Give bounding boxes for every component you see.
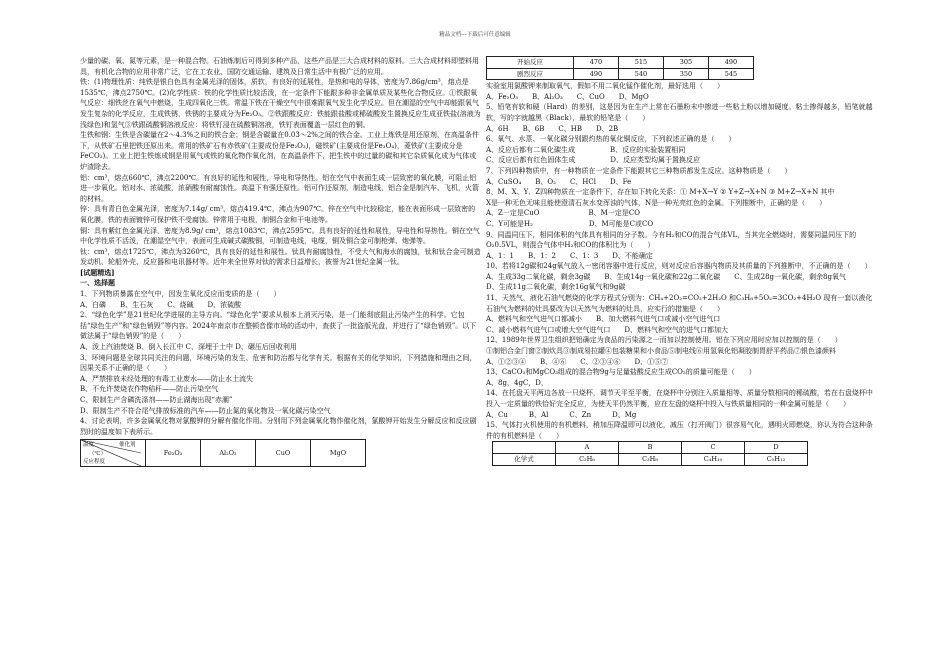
table-cell: C₄H₁₀ bbox=[682, 453, 745, 465]
table-row bbox=[493, 442, 808, 454]
table-cell: 剧烈反应 bbox=[487, 68, 574, 80]
table-cell: 化学式 bbox=[493, 453, 556, 465]
table-cell: C₃H₈ bbox=[619, 453, 682, 465]
section-heading: [试题精选] bbox=[80, 267, 115, 277]
table-cell: 350 bbox=[664, 68, 709, 80]
choices: C、Y可能是H₂ D、M可能是C或CO bbox=[486, 219, 654, 228]
table-cell: D bbox=[745, 442, 808, 454]
choices: C、减小燃料气进气口或增大空气进气口 D、燃料气和空气的进气口都加大 bbox=[486, 325, 728, 334]
question: 15、气体打火机使用的有机燃料，稍加压降温即可以液化，减压（打开阀门）很容易气化，遇明火即燃烧，你认为符合这种条件的有机燃料是（ ） bbox=[486, 421, 873, 440]
choice: C、限制生产含磷洗涤剂——防止湖海出现“赤潮” bbox=[80, 396, 233, 404]
table-cell: 490 bbox=[709, 57, 754, 69]
corner-label-catalyst: 催化剂 bbox=[119, 442, 136, 449]
table-row bbox=[487, 57, 754, 69]
table-cell: B bbox=[619, 442, 682, 454]
table-cell: C₂H₆ bbox=[556, 453, 619, 465]
question: 7、下列四种物质中，有一种物质在一定条件下能跟其它三种物质都发生反应。这种物质是（ ） bbox=[486, 166, 792, 175]
choice: B、不允许焚烧农作物秸秆——防止污染空气 bbox=[80, 385, 219, 394]
paragraph: 锌：具有青白色金属光泽，密度为7.14g/ cm³，熔点419.4℃，沸点为907℃。锌在空气中比较稳定，能在表面形成一层致密的氧化膜，铁的表面镀锌可保护铁不受腐蚀。锌常用于电极，制铜合金和干电池等。 bbox=[80, 205, 476, 224]
question: 11、天然气，液化石油气燃烧的化学方程式分别为：CH₄+2O₂=CO₂+2H₂O 和C₃H₈+5O₂=3CO₂+4H₂O 现有一套以液化石油气为燃料的灶具要改为以天然气为燃料的灶具，应实行的措施是（ ） bbox=[486, 294, 873, 313]
table-cell: 515 bbox=[619, 57, 664, 69]
choice: ①制铝合金门窗②制炊具③制成易拉罐④包装糖果和小食品⑤制电线⑥用氢氧化铝凝胶制胃舒平药品⑦银色漆颜料 bbox=[486, 347, 836, 356]
choices: A、燃料气和空气进气口都减小 B、加大燃料气进气口或减小空气进气口 bbox=[486, 315, 721, 324]
paragraph: 铜：具有紫红色金属光泽，密度为8.9g/ cm³，熔点1083℃，沸点2595℃。具有良好的延性和展性，导电性和导热性。铜在空气中化学性质不活泼，在潮湿空气中，表面可生成碱式碳酸铜，可制造电线，电缆，铜及铜合金可制枪弹、炮弹等。 bbox=[80, 226, 480, 246]
choices: A、反应后都有二氧化碳生成 B、反应的实验装置相同 bbox=[486, 145, 686, 154]
table-row bbox=[493, 453, 808, 465]
table-cell: 305 bbox=[664, 57, 709, 69]
question: 13、CaCO₃和MgCO₃组成的混合物9g与足量盐酸反应生成CO₂的质量可能是（ ） bbox=[486, 368, 756, 377]
table-cell: 开始反应 bbox=[487, 57, 574, 69]
table-corner-cell bbox=[81, 440, 146, 467]
table-cell: 470 bbox=[574, 57, 619, 69]
column-header: CuO bbox=[256, 440, 311, 467]
table-cell bbox=[493, 442, 556, 454]
question: 2、“绿色化学”是21世纪化学进展的主导方向。“绿色化学”要求从根本上消灭污染，是一门能彻底阻止污染产生的科学。它包括“绿色生产”和“绿色销毁”等内容。2024年南京市在整顿音像市场的活动中，查获了一批盗版光盘，并进行了“绿色销毁”。以下做法属于“绿色销毁”的是（ ） bbox=[80, 311, 477, 341]
corner-label-degree: 反应程度 bbox=[83, 459, 106, 466]
question: 9、同温同压下，相同体积的气体具有相同的分子数。今有H₂和CO的混合气体VL，当其完全燃烧时，需要同温同压下的O₂0.5VL，则混合气体中H₂和CO的体积比为（ ） bbox=[486, 230, 857, 250]
column-header: Al₂O₃ bbox=[201, 440, 256, 467]
choices: C、反应后都有红色固体生成 D、反应类型均属于置换反应 bbox=[486, 156, 700, 165]
question: A、严禁排放未经处理的有毒工业废水——防止水土流失 bbox=[80, 374, 254, 383]
question: 8、M、X、Y、Z四种物质在一定条件下，存在如下转化关系：① M+X→Y ② Y+Z→X+N ③ M+Z→X+N 其中 bbox=[486, 188, 835, 197]
paragraph: 钛：cm³，熔点1725℃，沸点为3260℃，具有良好的延性和展性。钛具有耐腐蚀性，不受大气和海水的腐蚀，钛和钛合金可制造发动机、轮船外壳、反应器和电讯器材等。近年来全世界对钛的需求日益增长，被誉为21世纪金属一钛。 bbox=[80, 247, 481, 267]
table-cell: 490 bbox=[574, 68, 619, 80]
choice: A、泼上汽油焚烧 B、倒入长江中 C、深埋于土中 D、碾压后回收利用 bbox=[80, 343, 297, 352]
column-header: MgO bbox=[311, 440, 366, 467]
question: 14、在托盘天平两边各放一只烧杯，调节天平至平衡，在烧杯中分别注入质量相等、质量分数相同的稀硫酸，若在右盘烧杯中投入一定质量的铁恰好完全反应，为使天平仍然平衡，应在左盘的烧杯中投入与铁质量相同的一种金属可能是（ ） bbox=[486, 389, 873, 408]
choices: A、CuSO₄ B、O₂ C、HCl D、Fe bbox=[486, 177, 632, 186]
paragraph: 铝：cm³，熔点660℃，沸点2200℃。有良好的延性和展性，导电和导热性。铝在空气中表面生成一层致密的氧化膜，可阻止铝进一步氧化。铝对水、浓硫酸，浓硝酸有耐腐蚀性。高温下有强还原性。铝可作还原剂，制造电线，铝合金是制汽车、飞机，火箭的材料。 bbox=[80, 173, 479, 203]
section-heading: 一、选择题 bbox=[80, 278, 115, 288]
right-column bbox=[486, 56, 878, 466]
question: 1、下列物质暴露在空气中，因发生氧化反应而变质的是（ ） bbox=[80, 290, 281, 299]
paragraph: 铁：(1)物理性质：纯铁是银白色具有金属光泽的固体，质软，有良好的延展性，是热和电的导体，密度为7.86g/cm³，熔点是1535℃，沸点2750℃。(2)化学性质：铁的化学性质比较活泼，在一定条件下能跟多种非金属单质及某些化合物反应。①铁跟氧气反应：细铁丝在氧气中燃烧，生成四氧化三铁。常温下铁在干燥空气中很难跟氧气发生化学反应。但在潮湿的空气中却能跟氧气发生复杂的化学反应，生成铁锈，铁锈的主要成分为Fe₂O₃。②铁跟酸反应：铁能跟盐酸或稀硫酸发生置换反应生成亚铁盐(溶液为浅绿色)和氢气③铁跟硫酸铜溶液反应：将铁钉浸在硫酸铜溶液，铁钉表面覆盖一层红色的铜。 bbox=[80, 78, 481, 129]
choices: A、Fe₂O₃ B、Al₂O₃ C、CuO D、MgO bbox=[486, 92, 649, 101]
formula-table bbox=[492, 441, 808, 465]
question: 5、铅笔有软和硬（Hard）的差别，这是因为在生产上常在石墨粉末中掺进一些粘土粉以增加硬度。粘土掺得越多，铅笔就越软，写的字就越黑（Black），最软的铅笔是（ ） bbox=[486, 103, 873, 122]
paragraph: 生铁和钢：生铁是含碳量在2～4.3%之间的铁合金；钢是含碳量在0.03～2%之间的铁合金。工业上炼铁是用还原剂，在高温条件下，从铁矿石里把铁还原出来。常用的铁矿石有赤铁矿(主要成份是Fe₂O₃)，磁铁矿(主要成份是Fe₃O₄)，菱铁矿(主要成分是FeCO₃)。工业上把生铁炼成钢是用氧气或铁的氧化物作氧化剂，在高温条件下，把生铁中的过量的碳和其它杂质氧化成为气体或炉渣除去。 bbox=[80, 131, 479, 171]
question: 12、1989年世界卫生组织把铝确定为食品的污染源之一而加以控制使用。铝在下列应用时应加以控制的是（ ） bbox=[486, 336, 842, 345]
table-cell: A bbox=[556, 442, 619, 454]
left-column bbox=[80, 56, 482, 469]
choice: A、生成33g二氧化碳，剩余3g碳 B、生成14g一氧化碳和22g二氧化碳 C、生成28g一氧化碳，剩余8g氧气 bbox=[486, 272, 846, 281]
catalyst-table bbox=[80, 439, 366, 467]
choice: A、①②③④ B、④⑥ C、②③④⑥ D、①⑤⑦ bbox=[486, 357, 669, 366]
reaction-temp-table bbox=[486, 56, 754, 80]
table-row bbox=[487, 68, 754, 80]
corner-label-temp: 温度 bbox=[83, 442, 95, 449]
page-header: 精品文档---下载后可任意编辑 bbox=[439, 32, 511, 38]
choices: A、Cu B、Al C、Zn D、Mg bbox=[486, 410, 637, 419]
paragraph: 少量的碳、氧、氮等元素，是一种混合物。石油炼制后可得到多种产品，这些产品是三大合成材料的原料。三大合成材料即塑料用具，有机化合物的应用非常广泛，它在工农业、国防交通运输、建筑及日常生活中有极广泛的应用。 bbox=[80, 57, 479, 76]
choices: A、1：1 B、1：2 C、1：3 D、不能确定 bbox=[486, 251, 653, 260]
choices: A、白磷 B、生石灰 C、烧碱 D、浓硫酸 bbox=[80, 300, 242, 309]
table-cell: C₅H₁₂ bbox=[745, 453, 808, 465]
column-header: Fe₂O₃ bbox=[146, 440, 201, 467]
table-cell: 540 bbox=[619, 68, 664, 80]
choices: A、8g，4gC，D， bbox=[486, 378, 548, 387]
question: 10、若将12g碳和24g氧气放入一密闭容器中进行反应，则对反应后容器内物质及其质量的下列推断中，不正确的是（ ） bbox=[486, 262, 872, 271]
table-cell: 545 bbox=[709, 68, 754, 80]
choice: 3、环境问题是全球共同关注的问题，环境污染的发生、危害和防治都与化学有关。根据有关的化学知识，下列措施和理由之间，因果关系不正确的是（ ） bbox=[80, 353, 477, 373]
choice: 4、讨论表明，许多金属氧化物对氯酸钾的分解有催化作用。分别用下列金属氧化物作催化剂，氯酸钾开始发生分解反应和反应剧烈时的温度如下表所示。 bbox=[80, 417, 477, 436]
table-cell: C bbox=[682, 442, 745, 454]
corner-label-unit: （℃） bbox=[89, 451, 107, 458]
choice: D、生成11g二氧化碳，剩余16g氧气和9g碳 bbox=[486, 283, 626, 292]
paragraph: 实验室用氯酸钾来制取氧气，假如不用二氧化锰作催化剂，最好选用（ ） bbox=[486, 82, 724, 91]
choices: A、Z一定是CuO B、M一定是CO bbox=[486, 209, 640, 218]
question-continued: X是一种无色无味且能使澄清石灰水变浑浊的气体，N是一种光亮红色的金属。下列推断中，正确的是（ ） bbox=[486, 198, 827, 207]
question: 6、氧气、水蒸、一氧化碳分别跟灼热的氧化铜反应，下列叙述正确的是（ ） bbox=[486, 135, 736, 144]
choices: A、6H B、6B C、HB D、2B bbox=[486, 124, 619, 133]
choice: D、限制生产不符合尾气排放标准的汽车——防止氮的氧化物及一氧化碳污染空气 bbox=[80, 406, 331, 415]
